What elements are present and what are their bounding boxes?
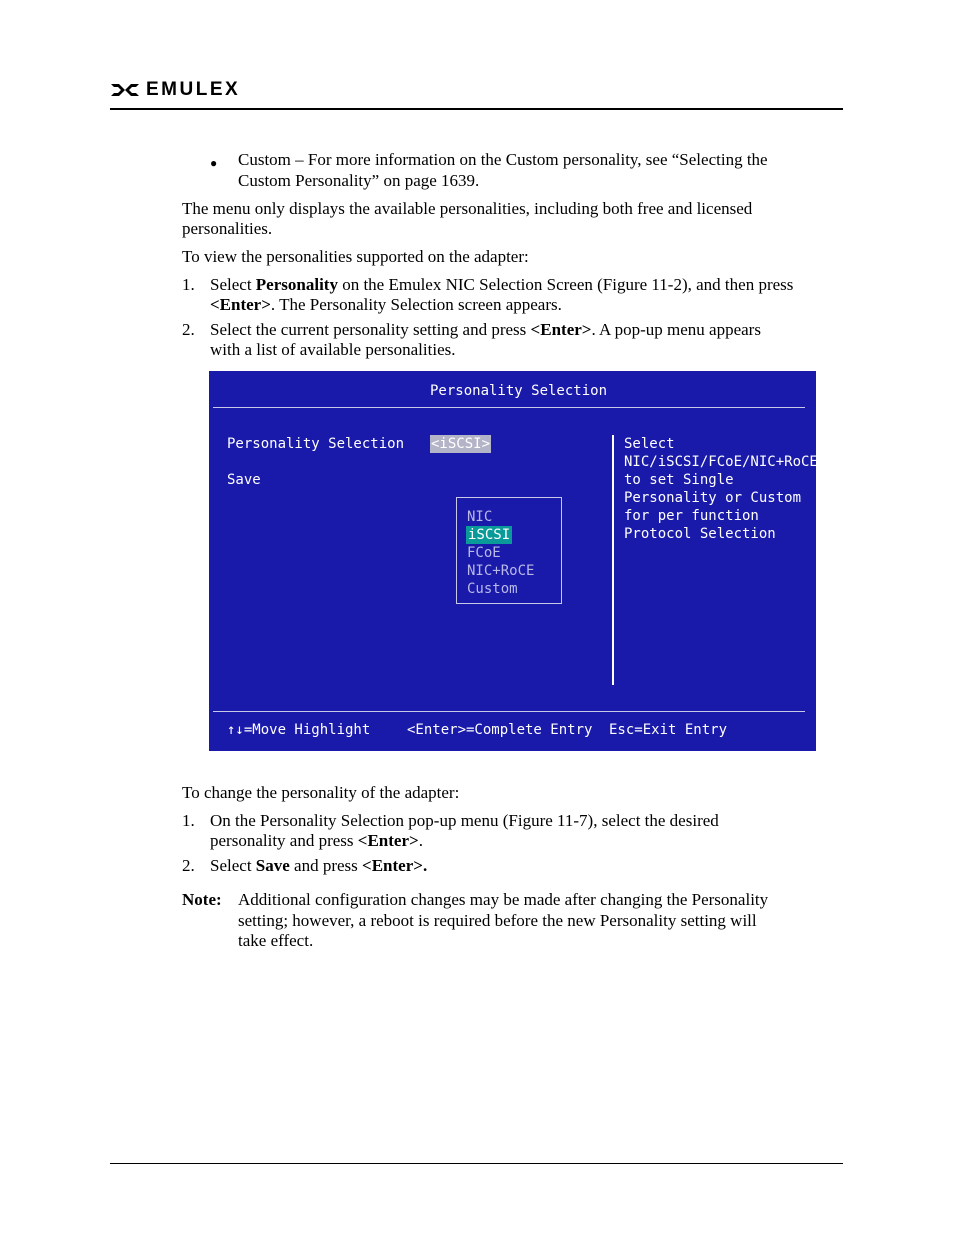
bullet-line-1: Custom – For more information on the Custom personality, see “Selecting the (238, 150, 768, 169)
personality-popup-menu (456, 497, 562, 604)
intro-line-2: personalities. (182, 219, 273, 238)
change-step-1-line-2: personality and press <Enter>. (210, 831, 423, 850)
footer-exit-entry: Esc=Exit Entry (609, 722, 728, 738)
view-step-2-line-1: Select the current personality setting and press <Enter>. A pop-up menu appears (210, 320, 761, 339)
personality-selection-screenshot (209, 371, 816, 751)
intro-line-1: The menu only displays the available personalities, including both free and licensed (182, 199, 753, 218)
bullet-dot: ● (210, 156, 218, 170)
emulex-logo-icon (110, 82, 140, 98)
bios-title-rule (213, 407, 805, 408)
bios-title: Personality Selection (430, 383, 608, 399)
change-step-1-number: 1. (182, 811, 195, 830)
logo-text: EMULEX (146, 79, 241, 100)
help-divider (612, 435, 614, 685)
view-step-1-line-2: <Enter>. The Personality Selection screen appears. (210, 295, 562, 314)
popup-option-iscsi[interactable]: iSCSI (468, 527, 511, 543)
popup-option-nic-roce[interactable]: NIC+RoCE (467, 563, 535, 579)
bullet-line-2: Custom Personality” on page 1639. (238, 171, 480, 190)
help-line-2: NIC/iSCSI/FCoE/NIC+RoCE (624, 454, 818, 470)
help-line-6: Protocol Selection (624, 526, 776, 542)
bios-save[interactable]: Save (227, 472, 261, 488)
note-label: Note: (182, 890, 222, 909)
help-line-5: for per function (624, 508, 759, 524)
bios-field-label[interactable]: Personality Selection (227, 436, 405, 452)
change-step-2-number: 2. (182, 856, 195, 875)
note-line-1: Additional configuration changes may be made after changing the Personality (238, 890, 769, 909)
popup-option-nic[interactable]: NIC (467, 509, 493, 525)
change-heading: To change the personality of the adapter: (182, 783, 460, 802)
note-line-2: setting; however, a reboot is required before the new Personality setting will (238, 911, 757, 930)
view-step-2-line-2: with a list of available personalities. (210, 340, 456, 359)
footer-move-highlight: ↑↓=Move Highlight (227, 722, 371, 738)
view-step-2-number: 2. (182, 320, 195, 339)
help-line-1: Select (624, 436, 675, 452)
change-step-1-line-1: On the Personality Selection pop-up menu (Figure 11-7), select the desired (210, 811, 719, 830)
note-line-3: take effect. (238, 931, 314, 950)
popup-option-fcoe[interactable]: FCoE (467, 545, 501, 561)
footer-complete-entry: <Enter>=Complete Entry (407, 722, 593, 738)
view-step-1-number: 1. (182, 275, 195, 294)
emulex-logo (110, 80, 240, 100)
help-line-4: Personality or Custom (624, 490, 802, 506)
view-step-1-line-1: Select Personality on the Emulex NIC Selection Screen (Figure 11-2), and then press (210, 275, 794, 294)
change-step-2-line-1: Select Save and press <Enter>. (210, 856, 428, 875)
bios-footer-rule (213, 711, 805, 712)
header-rule (110, 108, 843, 110)
bios-field-value[interactable]: <iSCSI> (431, 436, 491, 452)
help-line-3: to set Single (624, 472, 734, 488)
footer-rule (110, 1163, 843, 1164)
view-heading: To view the personalities supported on the adapter: (182, 247, 529, 266)
popup-option-custom[interactable]: Custom (467, 581, 518, 597)
